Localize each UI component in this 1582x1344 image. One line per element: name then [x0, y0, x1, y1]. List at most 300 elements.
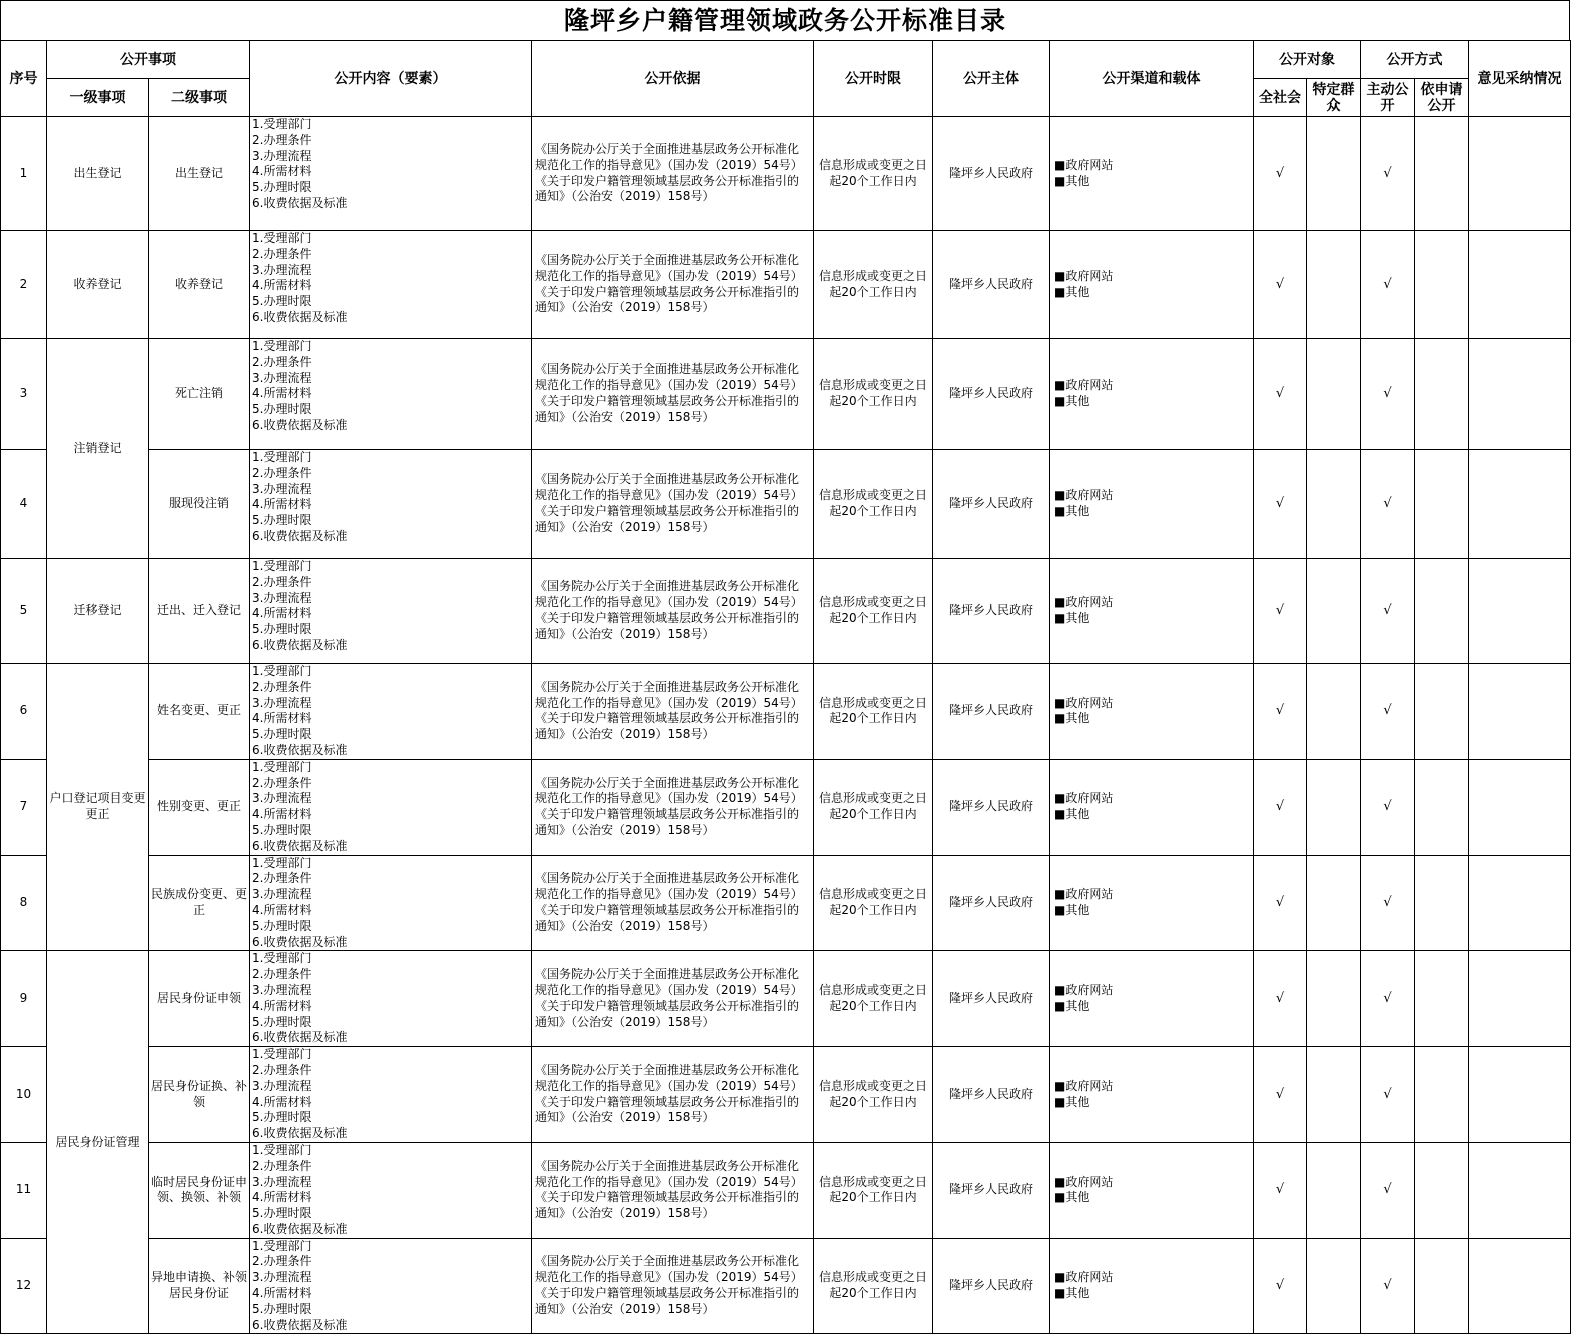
check-mark-all: √	[1254, 559, 1307, 664]
basis-text-1: 《国务院办公厅关于全面推进基层政务公开标准化规范化工作的指导意见》（国办发（2019）54号）	[535, 252, 803, 283]
channel-other: ■其他	[1054, 504, 1090, 518]
check-mark-all: √	[1254, 759, 1307, 855]
row-level2: 姓名变更、更正	[149, 664, 250, 760]
content-item: 4.所需材料	[252, 497, 312, 512]
check-mark-active: √	[1361, 1238, 1415, 1334]
row-level1: 注销登记	[47, 339, 149, 559]
mode-request-cell	[1415, 339, 1469, 450]
row-content	[250, 117, 532, 231]
row-level1: 收养登记	[47, 231, 149, 339]
content-item: 5.办理时限	[252, 1206, 312, 1221]
channel-website: ■政府网站	[1054, 791, 1114, 806]
feedback-cell	[1469, 559, 1571, 664]
basis-text-1: 《国务院办公厅关于全面推进基层政务公开标准化规范化工作的指导意见》（国办发（2019）54号）	[535, 679, 803, 710]
basis-text-1: 《国务院办公厅关于全面推进基层政务公开标准化规范化工作的指导意见》（国办发（2019）54号）	[535, 472, 803, 503]
channel-website: ■政府网站	[1054, 157, 1114, 172]
row-basis	[532, 1238, 814, 1334]
header-mode-request: 依申请公开	[1415, 79, 1469, 117]
basis-text-2: 《关于印发户籍管理领域基层政务公开标准指引的通知》（公治安（2019）158号）	[535, 902, 800, 933]
row-level2: 出生登记	[149, 117, 250, 231]
mode-request-cell	[1415, 664, 1469, 760]
row-basis	[532, 664, 814, 760]
check-mark-active: √	[1361, 559, 1415, 664]
row-basis	[532, 117, 814, 231]
content-item: 4.所需材料	[252, 278, 312, 293]
content-item: 5.办理时限	[252, 1110, 312, 1125]
row-subject: 隆坪乡人民政府	[933, 339, 1050, 450]
feedback-cell	[1469, 855, 1571, 951]
header-audience: 公开对象	[1254, 41, 1361, 79]
header-mode: 公开方式	[1361, 41, 1469, 79]
basis-text-2: 《关于印发户籍管理领域基层政务公开标准指引的通知》（公治安（2019）158号）	[535, 611, 800, 641]
row-time-limit: 信息形成或变更之日起20个工作日内	[814, 1142, 933, 1238]
mode-request-cell	[1415, 450, 1469, 559]
content-item: 4.所需材料	[252, 1286, 312, 1301]
content-item: 6.收费依据及标准	[252, 1221, 348, 1236]
row-level1: 户口登记项目变更更正	[47, 664, 149, 951]
content-item: 6.收费依据及标准	[252, 838, 348, 853]
check-mark-active: √	[1361, 664, 1415, 760]
feedback-cell	[1469, 1238, 1571, 1334]
check-mark-all: √	[1254, 450, 1307, 559]
row-basis	[532, 339, 814, 450]
header-level2: 二级事项	[149, 79, 250, 117]
feedback-cell	[1469, 1047, 1571, 1143]
row-basis	[532, 450, 814, 559]
row-content	[250, 231, 532, 339]
basis-text-1: 《国务院办公厅关于全面推进基层政务公开标准化规范化工作的指导意见》（国办发（2019）54号）	[535, 967, 803, 997]
table-row	[1, 450, 1571, 559]
row-seq: 4	[1, 450, 47, 559]
feedback-cell	[1469, 759, 1571, 855]
content-item: 1.受理部门	[252, 117, 312, 131]
row-content	[250, 339, 532, 450]
header-time-limit: 公开时限	[814, 41, 933, 117]
table-row	[1, 1142, 1571, 1238]
content-item: 6.收费依据及标准	[252, 309, 348, 324]
catalog-table	[0, 40, 1571, 1334]
row-seq: 6	[1, 664, 47, 760]
content-item: 4.所需材料	[252, 711, 312, 726]
audience-specific-cell	[1307, 559, 1361, 664]
basis-text-1: 《国务院办公厅关于全面推进基层政务公开标准化规范化工作的指导意见》（国办发（2019）54号）	[535, 775, 803, 806]
row-time-limit: 信息形成或变更之日起20个工作日内	[814, 339, 933, 450]
channel-other: ■其他	[1054, 611, 1090, 625]
check-mark-active: √	[1361, 1047, 1415, 1143]
content-item: 4.所需材料	[252, 998, 312, 1013]
channel-other: ■其他	[1054, 998, 1090, 1013]
row-content	[250, 559, 532, 664]
content-item: 1.受理部门	[252, 231, 312, 245]
row-level1: 迁移登记	[47, 559, 149, 664]
header-channel: 公开渠道和载体	[1050, 41, 1254, 117]
basis-text-2: 《关于印发户籍管理领域基层政务公开标准指引的通知》（公治安（2019）158号）	[535, 394, 800, 424]
content-item: 6.收费依据及标准	[252, 195, 348, 210]
content-item: 1.受理部门	[252, 339, 312, 353]
content-item: 5.办理时限	[252, 822, 312, 837]
row-channel	[1050, 339, 1254, 450]
basis-text-1: 《国务院办公厅关于全面推进基层政务公开标准化规范化工作的指导意见》（国办发（2019）54号）	[535, 362, 803, 393]
table-body	[1, 117, 1571, 1334]
header-feedback: 意见采纳情况	[1469, 41, 1571, 117]
content-item: 2.办理条件	[252, 1254, 312, 1269]
feedback-cell	[1469, 951, 1571, 1047]
channel-website: ■政府网站	[1054, 268, 1114, 283]
table-row	[1, 759, 1571, 855]
row-channel	[1050, 855, 1254, 951]
header-level1: 一级事项	[47, 79, 149, 117]
basis-text-1: 《国务院办公厅关于全面推进基层政务公开标准化规范化工作的指导意见》（国办发（2019）54号）	[535, 579, 803, 610]
content-item: 6.收费依据及标准	[252, 742, 348, 757]
channel-website: ■政府网站	[1054, 1174, 1114, 1189]
content-item: 4.所需材料	[252, 164, 312, 179]
row-time-limit: 信息形成或变更之日起20个工作日内	[814, 951, 933, 1047]
check-mark-active: √	[1361, 1142, 1415, 1238]
table-row	[1, 855, 1571, 951]
channel-website: ■政府网站	[1054, 378, 1114, 393]
check-mark-all: √	[1254, 339, 1307, 450]
check-mark-all: √	[1254, 1142, 1307, 1238]
content-item: 1.受理部门	[252, 664, 312, 678]
feedback-cell	[1469, 450, 1571, 559]
basis-text-2: 《关于印发户籍管理领域基层政务公开标准指引的通知》（公治安（2019）158号）	[535, 173, 800, 204]
row-channel	[1050, 1238, 1254, 1334]
header-mode-active: 主动公开	[1361, 79, 1415, 117]
content-item: 5.办理时限	[252, 180, 312, 195]
row-seq: 12	[1, 1238, 47, 1334]
content-item: 4.所需材料	[252, 606, 312, 621]
audience-specific-cell	[1307, 231, 1361, 339]
channel-website: ■政府网站	[1054, 887, 1114, 902]
check-mark-all: √	[1254, 664, 1307, 760]
check-mark-active: √	[1361, 339, 1415, 450]
content-item: 3.办理流程	[252, 791, 312, 806]
row-level2: 居民身份证申领	[149, 951, 250, 1047]
feedback-cell	[1469, 664, 1571, 760]
row-seq: 7	[1, 759, 47, 855]
channel-other: ■其他	[1054, 394, 1090, 408]
row-level2: 异地申请换、补领居民身份证	[149, 1238, 250, 1334]
basis-text-2: 《关于印发户籍管理领域基层政务公开标准指引的通知》（公治安（2019）158号）	[535, 504, 800, 534]
content-item: 6.收费依据及标准	[252, 417, 348, 432]
basis-text-2: 《关于印发户籍管理领域基层政务公开标准指引的通知》（公治安（2019）158号）	[535, 1286, 800, 1316]
audience-specific-cell	[1307, 855, 1361, 951]
row-content	[250, 1047, 532, 1143]
row-channel	[1050, 559, 1254, 664]
content-item: 5.办理时限	[252, 622, 312, 637]
mode-request-cell	[1415, 855, 1469, 951]
content-item: 2.办理条件	[252, 775, 312, 790]
content-item: 3.办理流程	[252, 370, 312, 385]
table-row	[1, 117, 1571, 231]
row-content	[250, 855, 532, 951]
row-channel	[1050, 450, 1254, 559]
check-mark-active: √	[1361, 759, 1415, 855]
row-channel	[1050, 759, 1254, 855]
channel-other: ■其他	[1054, 284, 1090, 299]
check-mark-all: √	[1254, 1047, 1307, 1143]
content-item: 3.办理流程	[252, 148, 312, 163]
audience-specific-cell	[1307, 951, 1361, 1047]
audience-specific-cell	[1307, 117, 1361, 231]
content-item: 1.受理部门	[252, 759, 312, 774]
row-channel	[1050, 1047, 1254, 1143]
row-seq: 2	[1, 231, 47, 339]
header-basis: 公开依据	[532, 41, 814, 117]
content-item: 4.所需材料	[252, 807, 312, 822]
content-item: 3.办理流程	[252, 1078, 312, 1093]
feedback-cell	[1469, 339, 1571, 450]
basis-text-2: 《关于印发户籍管理领域基层政务公开标准指引的通知》（公治安（2019）158号）	[535, 284, 800, 315]
content-item: 5.办理时限	[252, 1301, 312, 1316]
header-content: 公开内容（要素）	[250, 41, 532, 117]
row-subject: 隆坪乡人民政府	[933, 1047, 1050, 1143]
mode-request-cell	[1415, 231, 1469, 339]
content-item: 5.办理时限	[252, 294, 312, 309]
content-item: 2.办理条件	[252, 465, 312, 480]
row-seq: 8	[1, 855, 47, 951]
channel-other: ■其他	[1054, 173, 1090, 188]
audience-specific-cell	[1307, 1142, 1361, 1238]
content-item: 3.办理流程	[252, 1174, 312, 1189]
content-item: 5.办理时限	[252, 402, 312, 417]
feedback-cell	[1469, 117, 1571, 231]
row-time-limit: 信息形成或变更之日起20个工作日内	[814, 759, 933, 855]
content-item: 3.办理流程	[252, 262, 312, 277]
check-mark-active: √	[1361, 855, 1415, 951]
check-mark-active: √	[1361, 951, 1415, 1047]
content-item: 5.办理时限	[252, 1014, 312, 1029]
header-subject: 公开主体	[933, 41, 1050, 117]
row-content	[250, 450, 532, 559]
header-audience-all: 全社会	[1254, 79, 1307, 117]
row-channel	[1050, 951, 1254, 1047]
mode-request-cell	[1415, 951, 1469, 1047]
content-item: 2.办理条件	[252, 1158, 312, 1173]
row-content	[250, 664, 532, 760]
content-item: 6.收费依据及标准	[252, 637, 348, 652]
check-mark-all: √	[1254, 231, 1307, 339]
row-subject: 隆坪乡人民政府	[933, 450, 1050, 559]
table-row	[1, 1047, 1571, 1143]
channel-other: ■其他	[1054, 1190, 1090, 1205]
content-item: 1.受理部门	[252, 951, 312, 966]
content-item: 2.办理条件	[252, 354, 312, 369]
content-item: 1.受理部门	[252, 559, 312, 573]
check-mark-active: √	[1361, 231, 1415, 339]
row-channel	[1050, 664, 1254, 760]
content-item: 2.办理条件	[252, 679, 312, 694]
row-level2: 临时居民身份证申领、换领、补领	[149, 1142, 250, 1238]
channel-other: ■其他	[1054, 1094, 1090, 1109]
row-seq: 11	[1, 1142, 47, 1238]
row-basis	[532, 855, 814, 951]
audience-specific-cell	[1307, 1238, 1361, 1334]
page-title: 隆坪乡户籍管理领域政务公开标准目录	[0, 0, 1570, 40]
row-subject: 隆坪乡人民政府	[933, 1142, 1050, 1238]
row-level2: 居民身份证换、补领	[149, 1047, 250, 1143]
header-audience-specific: 特定群众	[1307, 79, 1361, 117]
basis-text-2: 《关于印发户籍管理领域基层政务公开标准指引的通知》（公治安（2019）158号）	[535, 1094, 800, 1125]
content-item: 3.办理流程	[252, 982, 312, 997]
content-item: 4.所需材料	[252, 1094, 312, 1109]
row-seq: 1	[1, 117, 47, 231]
row-basis	[532, 1047, 814, 1143]
basis-text-1: 《国务院办公厅关于全面推进基层政务公开标准化规范化工作的指导意见》（国办发（2019）54号）	[535, 1254, 803, 1285]
content-item: 4.所需材料	[252, 386, 312, 401]
row-time-limit: 信息形成或变更之日起20个工作日内	[814, 450, 933, 559]
content-item: 3.办理流程	[252, 695, 312, 710]
mode-request-cell	[1415, 1047, 1469, 1143]
content-item: 2.办理条件	[252, 132, 312, 147]
row-time-limit: 信息形成或变更之日起20个工作日内	[814, 1047, 933, 1143]
basis-text-1: 《国务院办公厅关于全面推进基层政务公开标准化规范化工作的指导意见》（国办发（2019）54号）	[535, 1062, 803, 1093]
table-row	[1, 339, 1571, 450]
channel-website: ■政府网站	[1054, 1078, 1114, 1093]
content-item: 1.受理部门	[252, 1238, 312, 1253]
row-level2: 民族成份变更、更正	[149, 855, 250, 951]
row-subject: 隆坪乡人民政府	[933, 759, 1050, 855]
row-subject: 隆坪乡人民政府	[933, 951, 1050, 1047]
row-subject: 隆坪乡人民政府	[933, 855, 1050, 951]
content-item: 4.所需材料	[252, 902, 312, 917]
row-basis	[532, 559, 814, 664]
content-item: 5.办理时限	[252, 513, 312, 528]
row-channel	[1050, 231, 1254, 339]
row-level2: 迁出、迁入登记	[149, 559, 250, 664]
basis-text-2: 《关于印发户籍管理领域基层政务公开标准指引的通知》（公治安（2019）158号）	[535, 711, 800, 742]
content-item: 2.办理条件	[252, 1062, 312, 1077]
table-row	[1, 1238, 1571, 1334]
content-item: 3.办理流程	[252, 887, 312, 902]
content-item: 6.收费依据及标准	[252, 1317, 348, 1332]
row-basis	[532, 759, 814, 855]
header-matters: 公开事项	[47, 41, 250, 79]
channel-other: ■其他	[1054, 902, 1090, 917]
channel-website: ■政府网站	[1054, 1270, 1114, 1285]
row-time-limit: 信息形成或变更之日起20个工作日内	[814, 1238, 933, 1334]
row-seq: 3	[1, 339, 47, 450]
content-item: 1.受理部门	[252, 1142, 312, 1157]
check-mark-all: √	[1254, 1238, 1307, 1334]
channel-website: ■政府网站	[1054, 695, 1114, 710]
row-level1: 居民身份证管理	[47, 951, 149, 1334]
check-mark-active: √	[1361, 450, 1415, 559]
content-item: 2.办理条件	[252, 871, 312, 886]
content-item: 3.办理流程	[252, 1270, 312, 1285]
basis-text-2: 《关于印发户籍管理领域基层政务公开标准指引的通知》（公治安（2019）158号）	[535, 1190, 800, 1221]
row-subject: 隆坪乡人民政府	[933, 664, 1050, 760]
table-row	[1, 231, 1571, 339]
row-time-limit: 信息形成或变更之日起20个工作日内	[814, 664, 933, 760]
audience-specific-cell	[1307, 759, 1361, 855]
row-level2: 死亡注销	[149, 339, 250, 450]
row-time-limit: 信息形成或变更之日起20个工作日内	[814, 117, 933, 231]
table-row	[1, 951, 1571, 1047]
content-item: 2.办理条件	[252, 967, 312, 982]
mode-request-cell	[1415, 1238, 1469, 1334]
row-channel	[1050, 1142, 1254, 1238]
row-subject: 隆坪乡人民政府	[933, 559, 1050, 664]
basis-text-1: 《国务院办公厅关于全面推进基层政务公开标准化规范化工作的指导意见》（国办发（2019）54号）	[535, 141, 803, 172]
basis-text-1: 《国务院办公厅关于全面推进基层政务公开标准化规范化工作的指导意见》（国办发（2019）54号）	[535, 871, 803, 902]
channel-other: ■其他	[1054, 1286, 1090, 1301]
audience-specific-cell	[1307, 450, 1361, 559]
basis-text-1: 《国务院办公厅关于全面推进基层政务公开标准化规范化工作的指导意见》（国办发（2019）54号）	[535, 1158, 803, 1189]
check-mark-all: √	[1254, 951, 1307, 1047]
row-subject: 隆坪乡人民政府	[933, 117, 1050, 231]
channel-website: ■政府网站	[1054, 982, 1114, 997]
audience-specific-cell	[1307, 339, 1361, 450]
content-item: 3.办理流程	[252, 590, 312, 605]
row-time-limit: 信息形成或变更之日起20个工作日内	[814, 559, 933, 664]
feedback-cell	[1469, 231, 1571, 339]
content-item: 1.受理部门	[252, 1047, 312, 1062]
basis-text-2: 《关于印发户籍管理领域基层政务公开标准指引的通知》（公治安（2019）158号）	[535, 807, 800, 837]
channel-other: ■其他	[1054, 711, 1090, 726]
content-item: 2.办理条件	[252, 574, 312, 589]
header-seq: 序号	[1, 41, 47, 117]
row-content	[250, 1238, 532, 1334]
audience-specific-cell	[1307, 1047, 1361, 1143]
row-level2: 性别变更、更正	[149, 759, 250, 855]
basis-text-2: 《关于印发户籍管理领域基层政务公开标准指引的通知》（公治安（2019）158号）	[535, 998, 800, 1029]
audience-specific-cell	[1307, 664, 1361, 760]
row-subject: 隆坪乡人民政府	[933, 1238, 1050, 1334]
channel-website: ■政府网站	[1054, 595, 1114, 610]
row-seq: 10	[1, 1047, 47, 1143]
content-item: 2.办理条件	[252, 246, 312, 261]
mode-request-cell	[1415, 559, 1469, 664]
row-level1: 出生登记	[47, 117, 149, 231]
row-channel	[1050, 117, 1254, 231]
table-row	[1, 559, 1571, 664]
row-level2: 收养登记	[149, 231, 250, 339]
content-item: 6.收费依据及标准	[252, 1126, 348, 1141]
row-content	[250, 1142, 532, 1238]
row-basis	[532, 951, 814, 1047]
content-item: 5.办理时限	[252, 918, 312, 933]
mode-request-cell	[1415, 117, 1469, 231]
content-item: 6.收费依据及标准	[252, 528, 348, 543]
row-content	[250, 759, 532, 855]
channel-website: ■政府网站	[1054, 488, 1114, 503]
content-item: 6.收费依据及标准	[252, 1030, 348, 1045]
content-item: 6.收费依据及标准	[252, 934, 348, 949]
channel-other: ■其他	[1054, 807, 1090, 822]
content-item: 4.所需材料	[252, 1190, 312, 1205]
content-item: 1.受理部门	[252, 450, 312, 464]
row-content	[250, 951, 532, 1047]
row-basis	[532, 1142, 814, 1238]
check-mark-all: √	[1254, 855, 1307, 951]
mode-request-cell	[1415, 759, 1469, 855]
table-row	[1, 664, 1571, 760]
check-mark-active: √	[1361, 117, 1415, 231]
row-time-limit: 信息形成或变更之日起20个工作日内	[814, 855, 933, 951]
row-subject: 隆坪乡人民政府	[933, 231, 1050, 339]
check-mark-all: √	[1254, 117, 1307, 231]
row-time-limit: 信息形成或变更之日起20个工作日内	[814, 231, 933, 339]
mode-request-cell	[1415, 1142, 1469, 1238]
row-seq: 5	[1, 559, 47, 664]
feedback-cell	[1469, 1142, 1571, 1238]
row-seq: 9	[1, 951, 47, 1047]
row-basis	[532, 231, 814, 339]
content-item: 1.受理部门	[252, 855, 312, 870]
content-item: 5.办理时限	[252, 727, 312, 742]
row-level2: 服现役注销	[149, 450, 250, 559]
